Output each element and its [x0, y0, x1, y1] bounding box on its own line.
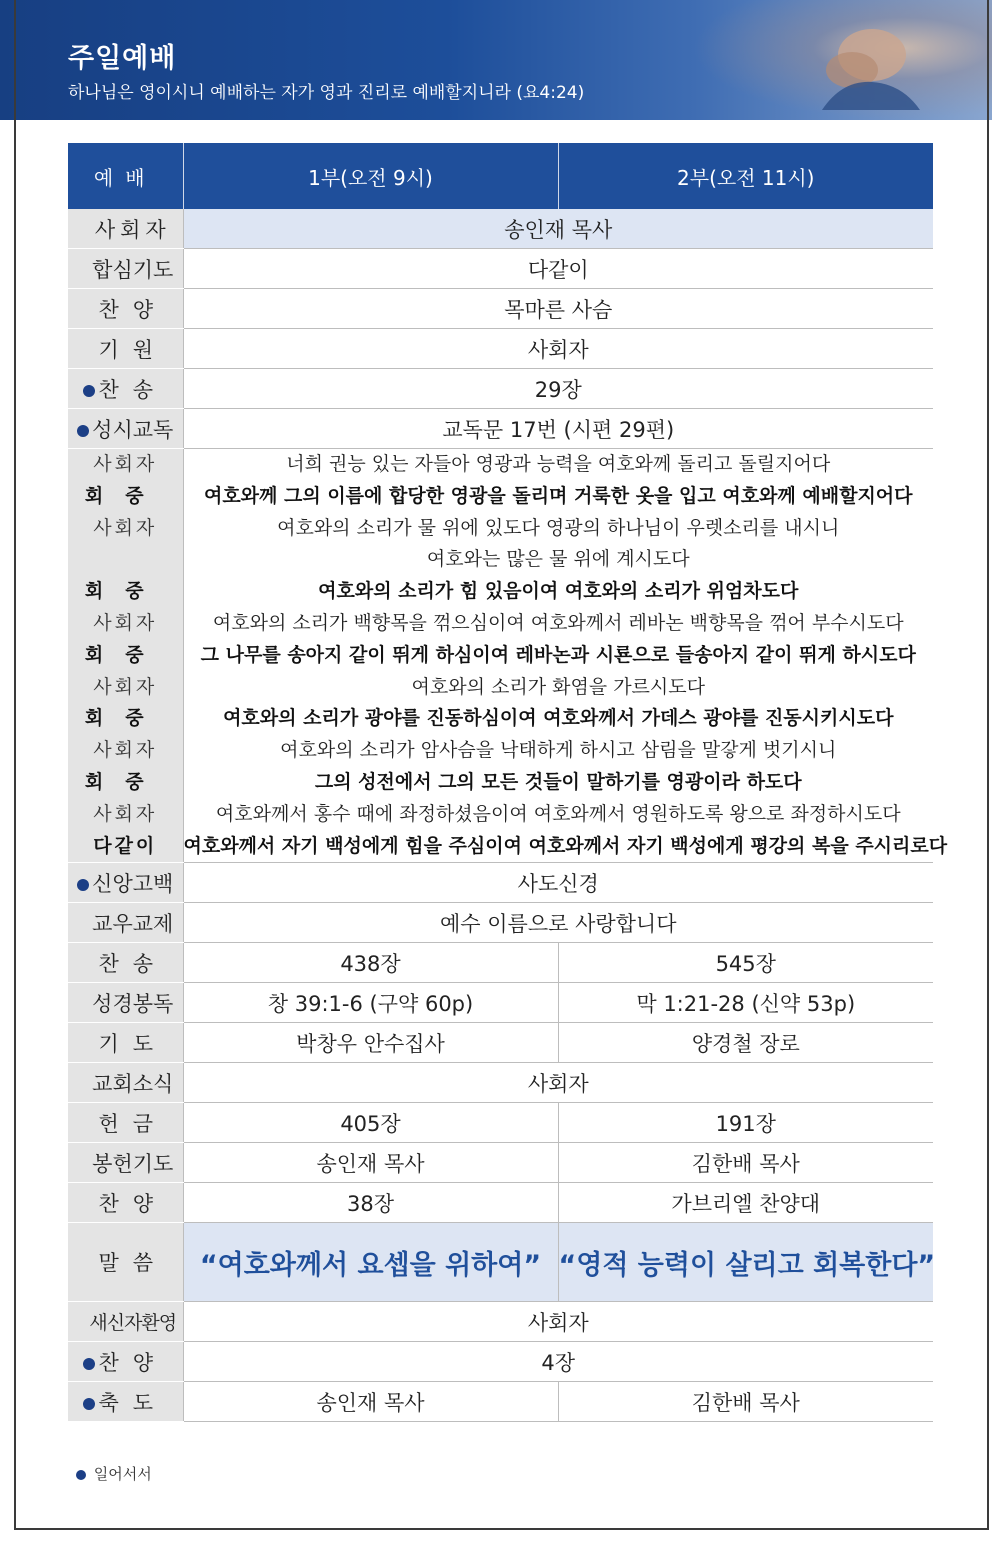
sermon-title-1: “여호와께서 요셉을 위하여” [183, 1223, 558, 1302]
row-label: 기도 [68, 1023, 183, 1063]
service-1-value: 송인재 목사 [183, 1382, 558, 1422]
service-1-value: 창 39:1-6 (구약 60p) [183, 983, 558, 1023]
standing-bullet-icon [83, 1358, 95, 1370]
speaker: 사회자 [93, 739, 158, 762]
table-row [68, 1302, 933, 1342]
row-label: 신앙고백 [68, 863, 183, 903]
row-label: 찬송 [68, 369, 183, 409]
row-label: 기원 [68, 329, 183, 369]
sermon-title-2: “영적 능력이 살리고 회복한다” [558, 1223, 933, 1302]
table-row [68, 1382, 933, 1422]
service-2-value: 가브리엘 찬양대 [558, 1183, 933, 1223]
table-row [68, 1342, 933, 1382]
reading-line: 그 나무를 송아지 같이 뛰게 하심이여 레바논과 시룐으로 들송아지 같이 뛰게 하시도다 [200, 643, 916, 666]
worship-order-table [68, 143, 948, 1422]
row-value: 사회자 [183, 1063, 933, 1103]
header-label: 예배 [68, 143, 183, 209]
speaker: 회중 [84, 707, 166, 730]
responsive-reading-row [68, 449, 933, 863]
table-row [68, 209, 933, 249]
reading-line: 여호와의 소리가 화염을 가르시도다 [411, 675, 705, 698]
reading-line: 여호와의 소리가 암사슴을 낙태하게 하시고 삼림을 말갛게 벗기시니 [280, 739, 837, 762]
speaker: 사회자 [93, 516, 158, 539]
service-2-value: 김한배 목사 [558, 1143, 933, 1183]
reading-line: 여호와께서 자기 백성에게 힘을 주심이여 여호와께서 자기 백성에게 평강의 복을 주시리로다 [183, 834, 948, 857]
page-title: 주일예배 [68, 43, 177, 74]
service-2-value: 막 1:21-28 (신약 53p) [558, 983, 933, 1023]
reading-line: 여호와의 소리가 백향목을 꺾으심이여 여호와께서 레바논 백향목을 꺾어 부수시도다 [212, 611, 904, 634]
standing-bullet-icon [76, 1470, 86, 1480]
reading-line: 너희 권능 있는 자들아 영광과 능력을 여호와께 돌리고 돌릴지어다 [286, 453, 831, 475]
table-row [68, 903, 933, 943]
reading-line: 여호와의 소리가 힘 있음이여 여호와의 소리가 위엄차도다 [318, 580, 799, 603]
header-service-2: 2부(오전 11시) [558, 143, 933, 209]
row-label: 성시교독 [68, 409, 183, 449]
row-label: 교우교제 [68, 903, 183, 943]
service-1-value: 박창우 안수집사 [183, 1023, 558, 1063]
reading-line: 여호와께서 홍수 때에 좌정하셨음이여 여호와께서 영원하도록 왕으로 좌정하시도다 [215, 802, 901, 825]
table-row [68, 1063, 933, 1103]
service-2-value: 191장 [558, 1103, 933, 1143]
standing-bullet-icon [77, 879, 89, 891]
service-2-value: 양경철 장로 [558, 1023, 933, 1063]
row-label: 찬양 [68, 1342, 183, 1382]
service-1-value: 38장 [183, 1183, 558, 1223]
service-2-value: 545장 [558, 943, 933, 983]
table-row [68, 409, 933, 449]
responsive-texts [183, 449, 948, 863]
leader-value: 송인재 목사 [183, 209, 933, 249]
speaker [68, 544, 183, 576]
speaker: 회중 [84, 643, 166, 666]
header-service-1: 1부(오전 9시) [183, 143, 558, 209]
standing-bullet-icon [77, 425, 89, 437]
table-row [68, 943, 933, 983]
row-value: 사도신경 [183, 863, 933, 903]
standing-bullet-icon [83, 385, 95, 397]
row-value: 다같이 [183, 249, 933, 289]
row-label: 찬양 [68, 1183, 183, 1223]
row-label: 찬양 [68, 289, 183, 329]
scripture-verse: 하나님은 영이시니 예배하는 자가 영과 진리로 예배할지니라 (요4:24) [68, 83, 585, 103]
reading-line: 여호와는 많은 물 위에 계시도다 [426, 548, 690, 571]
row-value: 교독문 17번 (시편 29편) [183, 409, 933, 449]
table-row [68, 1183, 933, 1223]
row-label: 성경봉독 [68, 983, 183, 1023]
row-label: 헌금 [68, 1103, 183, 1143]
speaker: 회중 [84, 770, 166, 793]
speaker: 사회자 [93, 453, 158, 475]
row-label: 새신자환영 [68, 1302, 183, 1342]
reading-line: 그의 성전에서 그의 모든 것들이 말하기를 영광이라 하도다 [314, 770, 802, 793]
speaker: 회중 [84, 484, 166, 507]
speaker: 사회자 [93, 802, 158, 825]
table-row [68, 1023, 933, 1063]
table-row [68, 1143, 933, 1183]
speaker: 회중 [84, 580, 166, 603]
row-value: 사회자 [183, 1302, 933, 1342]
service-1-value: 송인재 목사 [183, 1143, 558, 1183]
standing-bullet-icon [83, 1398, 95, 1410]
row-label: 합심기도 [68, 249, 183, 289]
table-row [68, 329, 933, 369]
service-1-value: 438장 [183, 943, 558, 983]
row-value: 29장 [183, 369, 933, 409]
responsive-speakers [68, 449, 183, 863]
row-value: 사회자 [183, 329, 933, 369]
speaker: 사회자 [93, 675, 158, 698]
footnote-text: 일어서서 [93, 1465, 152, 1483]
table-header-row [68, 143, 933, 209]
row-label: 찬송 [68, 943, 183, 983]
row-label: 교회소식 [68, 1063, 183, 1103]
table-row [68, 1103, 933, 1143]
table-row [68, 289, 933, 329]
row-label: 봉헌기도 [68, 1143, 183, 1183]
reading-line: 여호와의 소리가 광야를 진동하심이여 여호와께서 가데스 광야를 진동시키시도다 [223, 707, 894, 730]
table-row [68, 863, 933, 903]
row-value: 4장 [183, 1342, 933, 1382]
table-row [68, 249, 933, 289]
row-value: 예수 이름으로 사랑합니다 [183, 903, 933, 943]
reading-line: 여호와께 그의 이름에 합당한 영광을 돌리며 거룩한 옷을 입고 여호와께 예배할지어다 [203, 484, 913, 507]
row-label: 말씀 [68, 1223, 183, 1302]
row-label: 축도 [68, 1382, 183, 1422]
table-row [68, 983, 933, 1023]
speaker: 다같이 [93, 834, 158, 857]
table-row [68, 369, 933, 409]
service-2-value: 김한배 목사 [558, 1382, 933, 1422]
speaker: 사회자 [93, 611, 158, 634]
standing-footnote [76, 1463, 152, 1484]
row-value: 목마른 사슴 [183, 289, 933, 329]
row-label: 사회자 [68, 209, 183, 249]
service-1-value: 405장 [183, 1103, 558, 1143]
reading-line: 여호와의 소리가 물 위에 있도다 영광의 하나님이 우렛소리를 내시니 [277, 516, 840, 539]
sermon-row [68, 1223, 933, 1302]
